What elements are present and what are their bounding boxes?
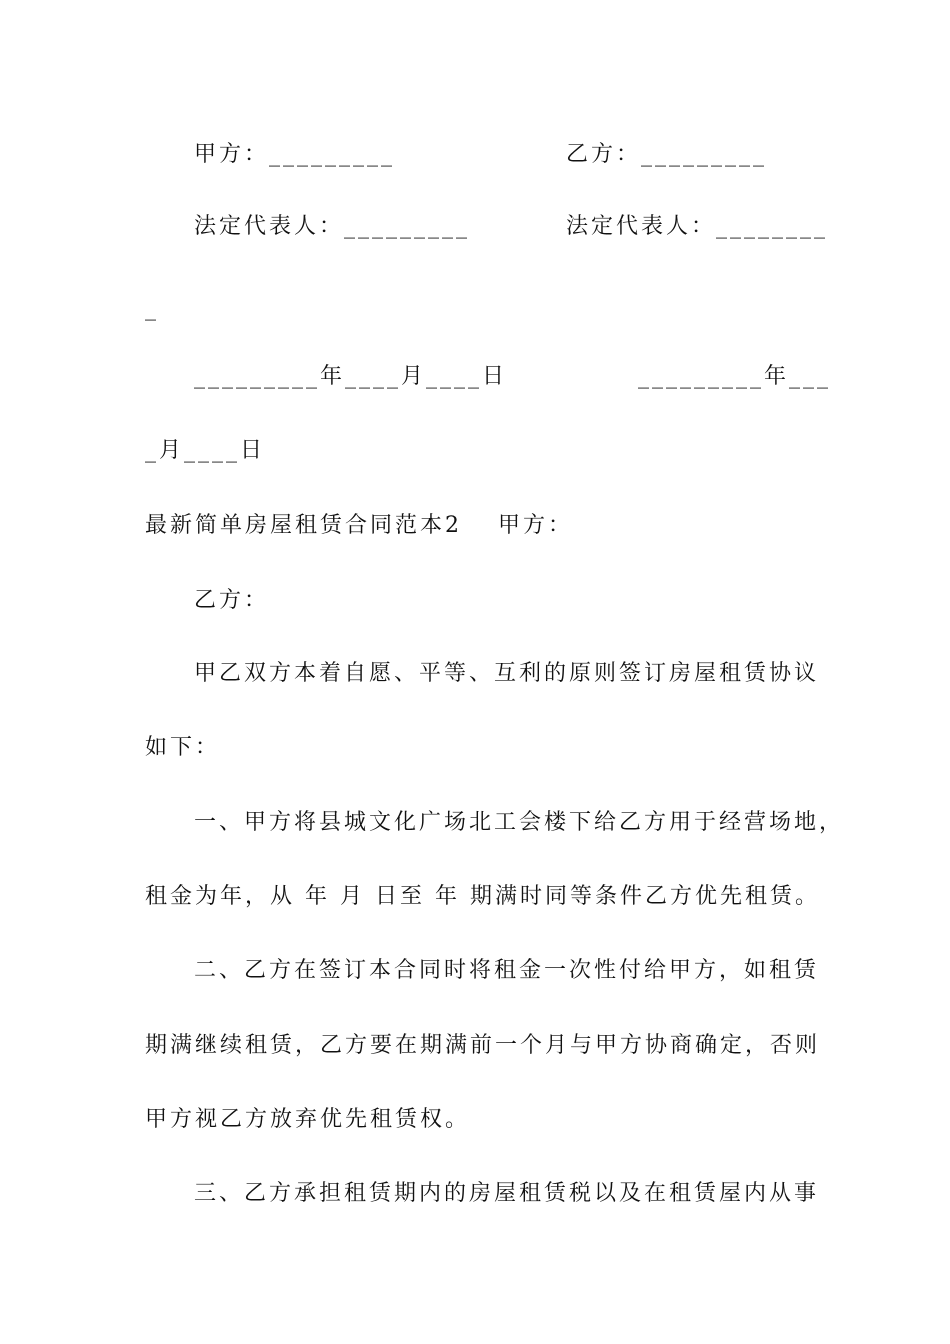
legal-rep-b: 法定代表人：________ bbox=[566, 214, 829, 239]
paragraph-line: 三、乙方承担租赁期内的房屋租赁税以及在租赁屋内从事 bbox=[194, 1181, 820, 1206]
paragraph-line: 甲乙双方本着自愿、平等、互利的原则签订房屋租赁协议 bbox=[194, 661, 820, 686]
party-a-signature: 甲方：_________ bbox=[194, 142, 396, 167]
party-b-signature: 乙方：_________ bbox=[566, 142, 768, 167]
date-b: _________年___ bbox=[638, 364, 832, 389]
paragraph-line: 期满继续租赁，乙方要在期满前一个月与甲方协商确定，否则 bbox=[145, 1033, 821, 1058]
legal-rep-b-continuation: _ bbox=[145, 296, 159, 321]
contract-title: 最新简单房屋租赁合同范本2 bbox=[145, 513, 462, 538]
paragraph-line: 如下： bbox=[145, 735, 221, 760]
paragraph-line: 二、乙方在签订本合同时将租金一次性付给甲方，如租赁 bbox=[194, 958, 820, 983]
legal-rep-a: 法定代表人：_________ bbox=[194, 214, 471, 239]
date-b-continuation: _月____日 bbox=[145, 438, 266, 463]
date-a: _________年____月____日 bbox=[194, 364, 508, 389]
paragraph-line: 甲方视乙方放弃优先租赁权。 bbox=[145, 1107, 471, 1132]
paragraph-line: 一、甲方将县城文化广场北工会楼下给乙方用于经营场地， bbox=[194, 810, 845, 835]
contract2-party-a: 甲方： bbox=[498, 513, 574, 538]
contract2-party-b: 乙方： bbox=[194, 588, 270, 613]
paragraph-line: 租金为年，从 年 月 日至 年 期满时同等条件乙方优先租赁。 bbox=[145, 884, 820, 909]
